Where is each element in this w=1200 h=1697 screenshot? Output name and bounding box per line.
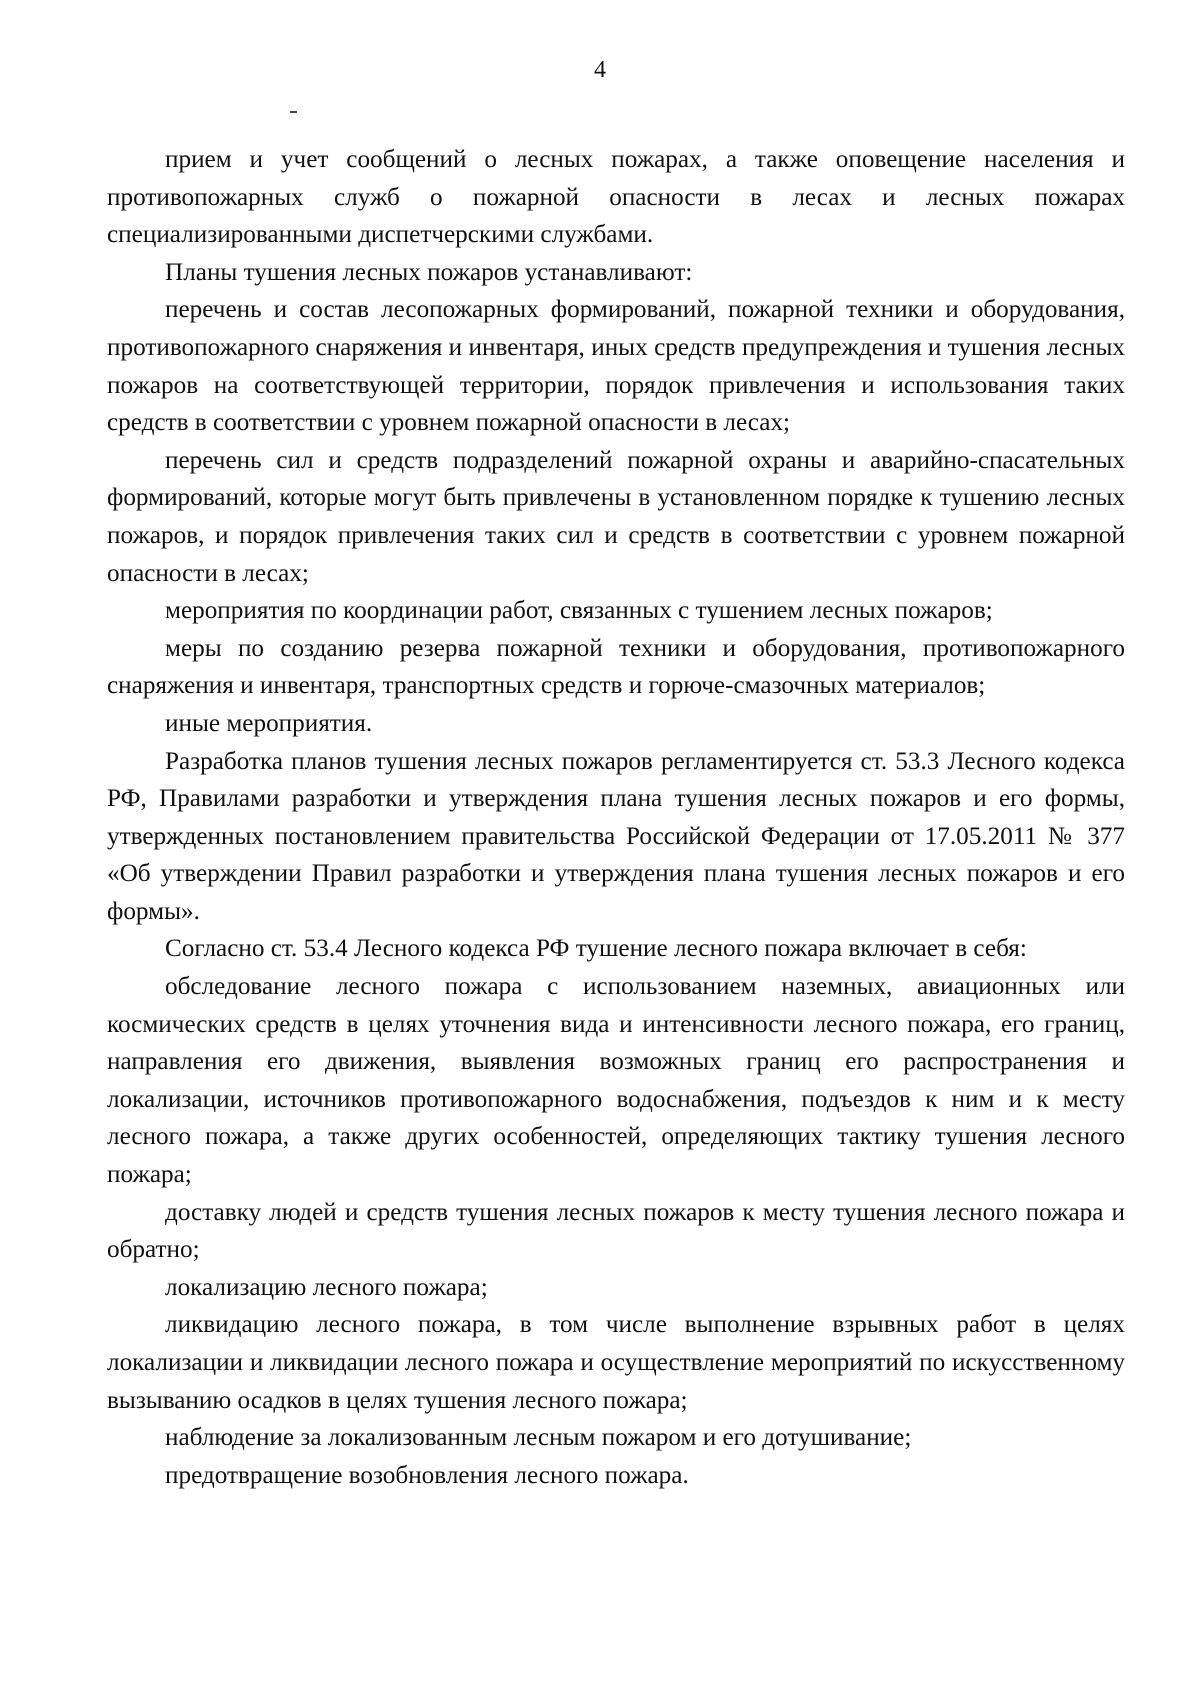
paragraph-other-measures: иные мероприятия. bbox=[165, 709, 373, 737]
paragraph-reserve: меры по созданию резерва пожарной техники и оборудования, противопожарного снаряжения и инвентаря, транспортных средств и горюче-смазочных материалов; bbox=[107, 634, 1125, 700]
scan-speck bbox=[290, 111, 297, 113]
document-body bbox=[107, 141, 1125, 1494]
paragraph-plans-establish: Планы тушения лесных пожаров устанавливают: bbox=[165, 258, 693, 286]
paragraph-article-534: Согласно ст. 53.4 Лесного кодекса РФ тушение лесного пожара включает в себя: bbox=[165, 935, 1027, 963]
paragraph-monitoring: наблюдение за локализованным лесным пожаром и его дотушивание; bbox=[165, 1424, 912, 1452]
paragraph-list-formations: перечень и состав лесопожарных формирований, пожарной техники и оборудования, противопожарного снаряжения и инвентаря, иных средств предупреждения и тушения лесных пожаров на соответствующей территории, порядок привлечения и использования таких средств в соответствии с уровнем пожарной опасности в лесах; bbox=[107, 296, 1125, 437]
paragraph-liquidation: ликвидацию лесного пожара, в том числе выполнение взрывных работ в целях локализации и ликвидации лесного пожара и осуществление мероприятий по искусственному вызыванию осадков в целях тушения лесного пожара; bbox=[107, 1311, 1125, 1414]
paragraph-list-forces: перечень сил и средств подразделений пожарной охраны и аварийно-спасательных формирований, которые могут быть привлечены в установленном порядке к тушению лесных пожаров, и порядок привлечения таких сил и средств в соответствии с уровнем пожарной опасности в лесах; bbox=[107, 446, 1125, 587]
paragraph-coordination: мероприятия по координации работ, связанных с тушением лесных пожаров; bbox=[165, 597, 993, 625]
paragraph-prevention: предотвращение возобновления лесного пожара. bbox=[165, 1461, 689, 1489]
page-number: 4 bbox=[594, 57, 606, 83]
paragraph-regulation: Разработка планов тушения лесных пожаров регламентируется ст. 53.3 Лесного кодекса РФ, Правилами разработки и утверждения плана тушения лесных пожаров и его формы, утвержденных постановлением правительства Российской Федерации от 17.05.2011 № 377 «Об утверждении Правил разработки и утверждения плана тушения лесных пожаров и его формы». bbox=[107, 747, 1125, 925]
paragraph-delivery: доставку людей и средств тушения лесных пожаров к месту тушения лесного пожара и обратно; bbox=[107, 1198, 1125, 1264]
paragraph-survey: обследование лесного пожара с использованием наземных, авиационных или космических средств в целях уточнения вида и интенсивности лесного пожара, его границ, направления его движения, выявления возможных границ его распространения и локализации, источников противопожарного водоснабжения, подъездов к ним и к месту лесного пожара, а также других особенностей, определяющих тактику тушения лесного пожара; bbox=[107, 973, 1125, 1189]
paragraph-notification: прием и учет сообщений о лесных пожарах, а также оповещение населения и противопожарных служб о пожарной опасности в лесах и лесных пожарах специализированными диспетчерскими службами. bbox=[107, 146, 1125, 249]
paragraph-localization: локализацию лесного пожара; bbox=[165, 1273, 488, 1301]
